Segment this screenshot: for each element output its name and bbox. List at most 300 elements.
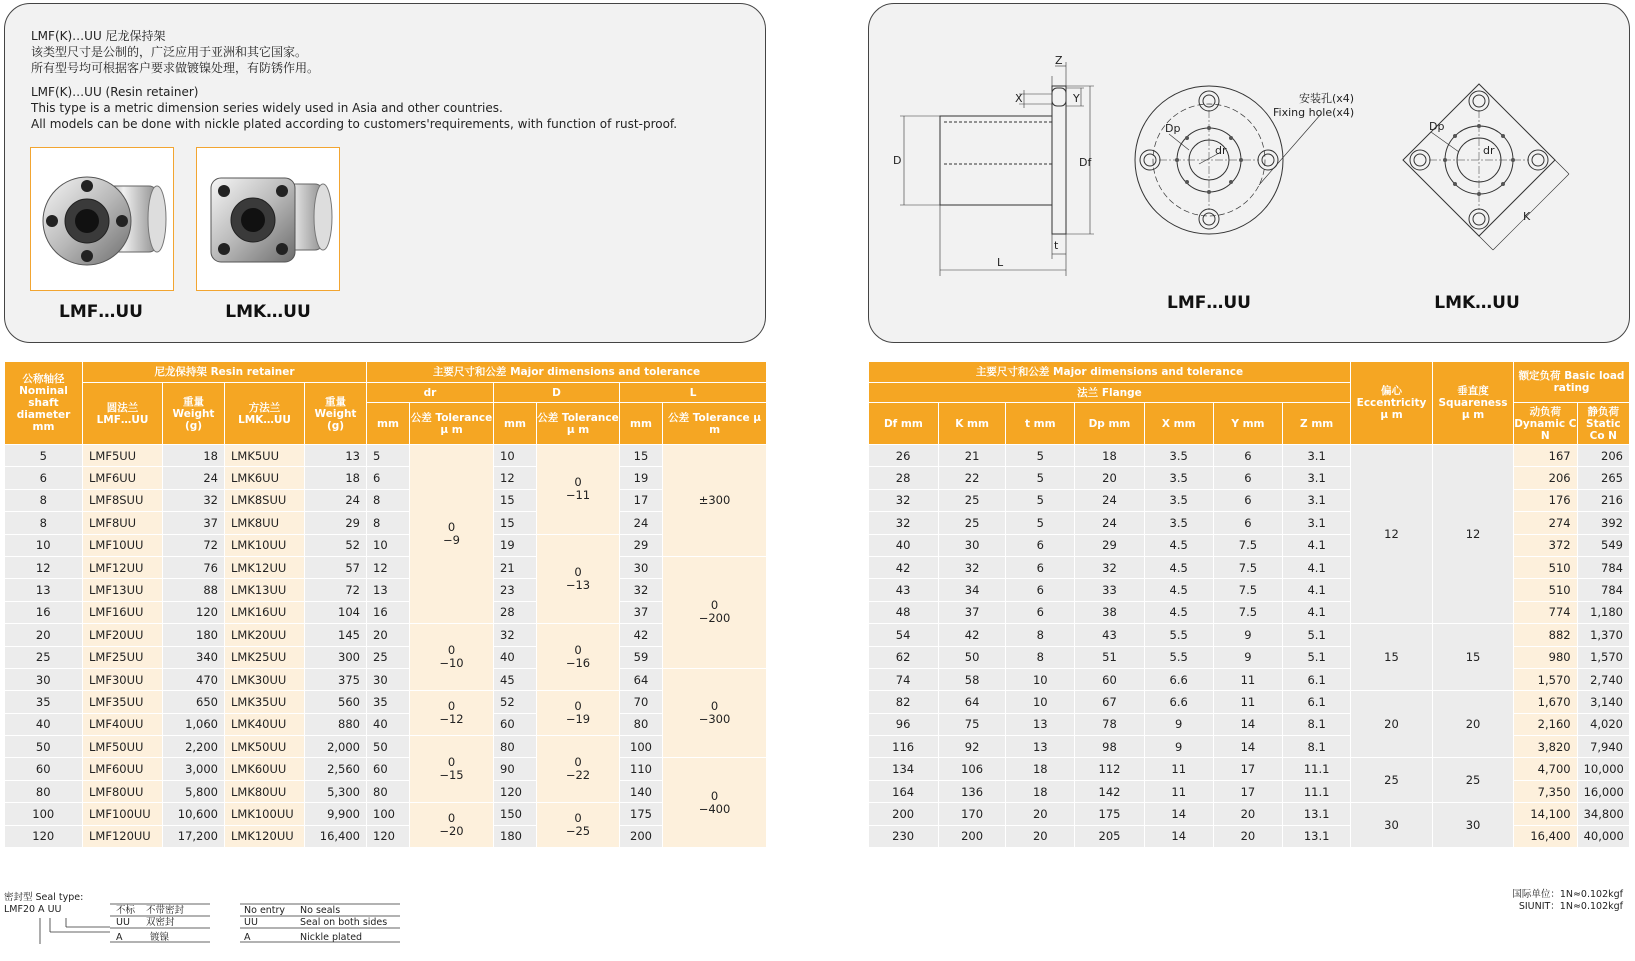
tol_D-cell: [537, 736, 620, 803]
left-cell: 12: [367, 556, 410, 578]
right-cell: 13.1: [1283, 825, 1351, 847]
left-cell: 72: [163, 534, 225, 556]
tol_dr-cell-v1: −20: [439, 824, 464, 839]
static-cell: 1,180: [1577, 601, 1629, 623]
left-cell: 12: [5, 556, 83, 578]
right-cell: 18: [1006, 780, 1075, 802]
tol_dr-cell-v0: 0: [447, 643, 456, 658]
tol_dr-cell: [410, 624, 494, 691]
th-dynamic: 动负荷 Dynamic C N: [1514, 403, 1578, 445]
static-cell: 40,000: [1577, 825, 1629, 847]
left-cell: LMF13UU: [83, 579, 163, 601]
left-cell: LMF35UU: [83, 691, 163, 713]
intro-cn-line1: 该类型尺寸是公制的，广泛应用于亚洲和其它国家。: [31, 45, 308, 59]
left-cell: 24: [305, 489, 367, 511]
th-lmk-cn: 方法兰: [248, 401, 281, 414]
sq-cell: 30: [1433, 803, 1514, 848]
tol_L-cell-v0: 0: [710, 788, 719, 803]
left-cell: LMF10UU: [83, 534, 163, 556]
ecc-cell: 30: [1350, 803, 1432, 848]
right-cell: 3.1: [1283, 489, 1351, 511]
th-D-tol: 公差 Tolerance μ m: [537, 403, 620, 445]
left-cell: 45: [494, 668, 537, 690]
left-table-row: [5, 803, 767, 825]
dynamic-cell: 774: [1514, 601, 1578, 623]
dynamic-cell: 510: [1514, 556, 1578, 578]
ecc-cell: 15: [1350, 624, 1432, 691]
right-cell: 4.5: [1144, 601, 1213, 623]
right-cell: 11.1: [1283, 758, 1351, 780]
right-cell: 7.5: [1213, 579, 1283, 601]
left-table-row: [5, 780, 767, 802]
right-cell: 20: [1213, 825, 1283, 847]
right-table-row: [869, 467, 1630, 489]
right-cell: 8: [1006, 624, 1075, 646]
left-cell: 15: [494, 489, 537, 511]
tol_L-cell-v0: ±300: [698, 492, 731, 507]
left-cell: 140: [620, 780, 663, 802]
intro-text: [31, 28, 677, 132]
drawing-lmf-caption: LMF…UU: [1167, 293, 1251, 313]
tol_D-cell-v1: −11: [565, 488, 591, 503]
left-cell: LMK10UU: [225, 534, 305, 556]
right-table-row: [869, 601, 1630, 623]
seal-r2-en-code: UU: [244, 917, 258, 928]
right-cell: 37: [938, 601, 1006, 623]
left-cell: 17,200: [163, 825, 225, 847]
left-cell: 20: [367, 624, 410, 646]
left-cell: 88: [163, 579, 225, 601]
right-cell: 11: [1213, 668, 1283, 690]
left-cell: 24: [163, 467, 225, 489]
left-cell: 120: [5, 825, 83, 847]
left-cell: 40: [494, 646, 537, 668]
th-t: t mm: [1006, 403, 1075, 445]
left-cell: 19: [494, 534, 537, 556]
left-cell: LMF12UU: [83, 556, 163, 578]
left-cell: LMK5UU: [225, 445, 305, 467]
left-cell: 120: [494, 780, 537, 802]
right-cell: 175: [1075, 803, 1145, 825]
tol_dr-cell-v1: −15: [439, 768, 464, 783]
left-cell: LMK80UU: [225, 780, 305, 802]
left-cell: 35: [367, 691, 410, 713]
right-cell: 4.5: [1144, 556, 1213, 578]
right-cell: 58: [938, 668, 1006, 690]
dynamic-cell: 274: [1514, 512, 1578, 534]
left-table-row: [5, 624, 767, 646]
th-D: D: [494, 383, 620, 403]
dim-d: D: [893, 154, 902, 167]
static-cell: 4,020: [1577, 713, 1629, 735]
right-cell: 17: [1213, 780, 1283, 802]
tol_dr-cell-v0: 0: [447, 699, 456, 714]
dim-k: K: [1523, 210, 1531, 223]
left-cell: 18: [163, 445, 225, 467]
right-cell: 34: [938, 579, 1006, 601]
th-k: K mm: [938, 403, 1006, 445]
seal-lines: [4, 892, 414, 944]
right-table-row: [869, 691, 1630, 713]
left-table-row: [5, 668, 767, 690]
right-table-row: [869, 534, 1630, 556]
right-cell: 62: [869, 646, 939, 668]
right-table-row: [869, 646, 1630, 668]
right-cell: 96: [869, 713, 939, 735]
left-cell: 37: [620, 601, 663, 623]
left-table-row: [5, 646, 767, 668]
right-cell: 14: [1144, 803, 1213, 825]
tol_dr-cell: [410, 445, 494, 624]
right-cell: 10: [1006, 668, 1075, 690]
left-cell: 52: [305, 534, 367, 556]
tol_D-cell-v0: 0: [574, 643, 582, 658]
right-cell: 50: [938, 646, 1006, 668]
left-cell: 64: [620, 668, 663, 690]
left-table-row: [5, 758, 767, 780]
left-cell: 76: [163, 556, 225, 578]
left-cell: LMK40UU: [225, 713, 305, 735]
left-cell: 150: [494, 803, 537, 825]
intro-en-line2: All models can be done with nickle plated according to customers'requirements, with function of rust-proof.: [31, 117, 678, 131]
th-r-major: 主要尺寸和公差 Major dimensions and tolerance: [869, 362, 1351, 383]
right-cell: 13.1: [1283, 803, 1351, 825]
seal-r2-en: Seal on both sides: [300, 917, 388, 928]
left-cell: 13: [305, 445, 367, 467]
right-cell: 82: [869, 691, 939, 713]
tol_L-cell-v1: −200: [698, 611, 731, 626]
left-cell: LMF40UU: [83, 713, 163, 735]
right-table-row: [869, 489, 1630, 511]
seal-code: LMF20 A UU: [4, 904, 62, 915]
left-cell: 80: [367, 780, 410, 802]
intro-en-title: LMF(K)…UU (Resin retainer): [31, 85, 199, 99]
right-cell: 22: [938, 467, 1006, 489]
right-cell: 8.1: [1283, 713, 1351, 735]
left-cell: 18: [305, 467, 367, 489]
right-cell: 38: [1075, 601, 1145, 623]
seal-r3-en: Nickle plated: [300, 932, 363, 943]
left-cell: 650: [163, 691, 225, 713]
dim-y: Y: [1073, 92, 1080, 105]
right-cell: 8.1: [1283, 736, 1351, 758]
tol_D-cell-v0: 0: [574, 811, 582, 826]
dynamic-cell: 1,670: [1514, 691, 1578, 713]
dynamic-cell: 4,700: [1514, 758, 1578, 780]
sq-cell: 25: [1433, 758, 1514, 803]
left-cell: 5: [5, 445, 83, 467]
dim-dr: dr: [1215, 144, 1227, 157]
left-cell: 32: [620, 579, 663, 601]
left-cell: 17: [620, 489, 663, 511]
right-cell: 33: [1075, 579, 1145, 601]
static-cell: 392: [1577, 512, 1629, 534]
left-cell: 70: [620, 691, 663, 713]
right-cell: 25: [938, 489, 1006, 511]
left-cell: 10: [5, 534, 83, 556]
lmf-product-photo: [30, 147, 174, 291]
right-table-row: [869, 624, 1630, 646]
tol_D-cell-v1: −13: [565, 577, 591, 592]
right-table-row: [869, 579, 1630, 601]
tol_dr-cell: [410, 736, 494, 803]
dynamic-cell: 510: [1514, 579, 1578, 601]
right-cell: 3.1: [1283, 445, 1351, 467]
static-cell: 784: [1577, 556, 1629, 578]
right-table-row: [869, 556, 1630, 578]
left-cell: 375: [305, 668, 367, 690]
right-cell: 3.5: [1144, 512, 1213, 534]
right-cell: 20: [1006, 803, 1075, 825]
dynamic-cell: 372: [1514, 534, 1578, 556]
seal-r3-code: A: [116, 932, 123, 943]
right-cell: 64: [938, 691, 1006, 713]
left-cell: LMK13UU: [225, 579, 305, 601]
static-cell: 16,000: [1577, 780, 1629, 802]
left-cell: LMF30UU: [83, 668, 163, 690]
left-cell: LMK8SUU: [225, 489, 305, 511]
right-table-row: [869, 803, 1630, 825]
technical-drawing: [869, 4, 1629, 342]
tol_L-cell-v0: 0: [710, 598, 719, 613]
right-cell: 10: [1006, 691, 1075, 713]
right-cell: 4.1: [1283, 601, 1351, 623]
right-cell: 5: [1006, 489, 1075, 511]
tol_D-cell: [537, 624, 620, 691]
left-table-row: [5, 445, 767, 467]
left-cell: LMF80UU: [83, 780, 163, 802]
right-cell: 51: [1075, 646, 1145, 668]
right-cell: 43: [869, 579, 939, 601]
static-cell: 7,940: [1577, 736, 1629, 758]
left-cell: 30: [367, 668, 410, 690]
seal-r1-en-code: No entry: [244, 905, 286, 916]
th-z: Z mm: [1283, 403, 1351, 445]
left-cell: 24: [620, 512, 663, 534]
left-cell: 880: [305, 713, 367, 735]
th-sq: 垂直度 Squareness μ m: [1433, 362, 1514, 445]
tol_dr-cell-v1: −10: [439, 656, 464, 671]
right-cell: 6.6: [1144, 691, 1213, 713]
left-cell: 2,560: [305, 758, 367, 780]
right-cell: 98: [1075, 736, 1145, 758]
tol_L-cell-v1: −400: [698, 801, 731, 816]
right-cell: 42: [938, 624, 1006, 646]
unit-note: [1512, 889, 1623, 913]
seal-r2-cn: 双密封: [146, 917, 175, 928]
tol_D-cell-v0: 0: [574, 755, 582, 770]
right-cell: 28: [869, 467, 939, 489]
left-cell: 32: [163, 489, 225, 511]
left-table-row: [5, 489, 767, 511]
th-L: L: [620, 383, 767, 403]
dim-dp-lmk: Dp: [1429, 120, 1445, 133]
seal-type-legend: [4, 892, 388, 943]
seal-r1-code: 不标: [116, 905, 136, 916]
dynamic-cell: 3,820: [1514, 736, 1578, 758]
left-cell: 8: [5, 512, 83, 534]
dynamic-cell: 16,400: [1514, 825, 1578, 847]
left-cell: LMF8SUU: [83, 489, 163, 511]
left-cell: 80: [494, 736, 537, 758]
right-cell: 26: [869, 445, 939, 467]
left-cell: 60: [494, 713, 537, 735]
lmk-product-photo: [196, 147, 340, 291]
left-cell: LMF60UU: [83, 758, 163, 780]
right-cell: 4.5: [1144, 579, 1213, 601]
intro-panel: [4, 3, 766, 343]
left-cell: LMK12UU: [225, 556, 305, 578]
right-cell: 6: [1006, 534, 1075, 556]
right-cell: 6: [1213, 489, 1283, 511]
left-cell: 28: [494, 601, 537, 623]
left-cell: 10,600: [163, 803, 225, 825]
static-cell: 549: [1577, 534, 1629, 556]
right-cell: 6: [1006, 601, 1075, 623]
tol_D-cell-v1: −16: [565, 656, 591, 671]
seal-title: 密封型 Seal type:: [4, 892, 84, 903]
right-cell: 4.1: [1283, 579, 1351, 601]
left-cell: 180: [163, 624, 225, 646]
right-cell: 116: [869, 736, 939, 758]
right-table-row: [869, 825, 1630, 847]
tol_D-cell-v0: 0: [574, 564, 582, 579]
left-cell: 60: [367, 758, 410, 780]
right-cell: 11: [1213, 691, 1283, 713]
tol_D-cell-v0: 0: [574, 475, 582, 490]
right-cell: 20: [1006, 825, 1075, 847]
intro-cn-line2: 所有型号均可根据客户要求做镀镍处理，有防锈作用。: [31, 61, 320, 75]
left-table-row: [5, 713, 767, 735]
right-cell: 29: [1075, 534, 1145, 556]
right-cell: 170: [938, 803, 1006, 825]
right-cell: 4.5: [1144, 534, 1213, 556]
left-cell: 52: [494, 691, 537, 713]
right-cell: 6: [1213, 445, 1283, 467]
ecc-cell: 12: [1350, 445, 1432, 624]
right-cell: 3.5: [1144, 467, 1213, 489]
dim-dr-lmk: dr: [1483, 144, 1495, 157]
left-cell: LMF20UU: [83, 624, 163, 646]
left-cell: 13: [367, 579, 410, 601]
left-table-row: [5, 556, 767, 578]
left-cell: 100: [367, 803, 410, 825]
left-cell: 40: [5, 713, 83, 735]
left-cell: LMK20UU: [225, 624, 305, 646]
left-cell: LMK60UU: [225, 758, 305, 780]
left-table-row: [5, 534, 767, 556]
right-cell: 6.1: [1283, 668, 1351, 690]
left-cell: 100: [620, 736, 663, 758]
unit-line2: SIUNIT：1N≈0.102kgf: [1518, 901, 1623, 912]
right-cell: 13: [1006, 736, 1075, 758]
right-cell: 9: [1144, 736, 1213, 758]
th-major: 主要尺寸和公差 Major dimensions and tolerance: [367, 362, 767, 383]
right-cell: 11.1: [1283, 780, 1351, 802]
left-cell: 3,000: [163, 758, 225, 780]
left-cell: 59: [620, 646, 663, 668]
right-cell: 32: [1075, 556, 1145, 578]
left-cell: LMF16UU: [83, 601, 163, 623]
tol_D-cell-v1: −25: [565, 824, 591, 839]
static-cell: 206: [1577, 445, 1629, 467]
left-cell: 16: [367, 601, 410, 623]
left-cell: 9,900: [305, 803, 367, 825]
left-cell: 5,800: [163, 780, 225, 802]
left-cell: 8: [367, 512, 410, 534]
static-cell: 2,740: [1577, 668, 1629, 690]
right-cell: 32: [869, 489, 939, 511]
right-cell: 24: [1075, 489, 1145, 511]
seal-r1-cn: 不带密封: [146, 905, 185, 916]
left-cell: 50: [5, 736, 83, 758]
right-cell: 13: [1006, 713, 1075, 735]
dim-t: t: [1054, 239, 1059, 252]
left-cell: 8: [5, 489, 83, 511]
th-static: 静负荷 Static Co N: [1577, 403, 1629, 445]
th-L-tol: 公差 Tolerance μ m: [663, 403, 767, 445]
static-cell: 265: [1577, 467, 1629, 489]
left-cell: 10: [367, 534, 410, 556]
th-weight-lmk: 重量 Weight (g): [305, 383, 367, 445]
dynamic-cell: 176: [1514, 489, 1578, 511]
static-cell: 3,140: [1577, 691, 1629, 713]
left-cell: LMF6UU: [83, 467, 163, 489]
left-cell: 50: [367, 736, 410, 758]
right-cell: 11: [1144, 758, 1213, 780]
left-cell: LMF120UU: [83, 825, 163, 847]
left-table-row: [5, 579, 767, 601]
right-cell: 75: [938, 713, 1006, 735]
right-cell: 5: [1006, 467, 1075, 489]
left-cell: 5,300: [305, 780, 367, 802]
right-cell: 11: [1144, 780, 1213, 802]
th-dr-tol: 公差 Tolerance μ m: [410, 403, 494, 445]
left-cell: 104: [305, 601, 367, 623]
left-cell: 25: [367, 646, 410, 668]
right-cell: 5.1: [1283, 624, 1351, 646]
left-cell: 10: [494, 445, 537, 467]
right-cell: 40: [869, 534, 939, 556]
right-cell: 6: [1006, 556, 1075, 578]
th-dr: dr: [367, 383, 494, 403]
dynamic-cell: 167: [1514, 445, 1578, 467]
left-cell: LMK6UU: [225, 467, 305, 489]
tol_L-cell: [663, 758, 767, 848]
tol_dr-cell: [410, 803, 494, 848]
th-weight-lmf: 重量 Weight (g): [163, 383, 225, 445]
left-table-row: [5, 512, 767, 534]
tol_L-cell: [663, 668, 767, 758]
tol_L-cell: [663, 445, 767, 557]
th-ecc: 偏心 Eccentricity μ m: [1350, 362, 1432, 445]
tol_dr-cell-v1: −12: [439, 712, 464, 727]
right-cell: 92: [938, 736, 1006, 758]
right-cell: 20: [1075, 467, 1145, 489]
left-cell: 13: [5, 579, 83, 601]
left-cell: 2,200: [163, 736, 225, 758]
lmk-caption: LMK…UU: [225, 302, 311, 322]
right-cell: 42: [869, 556, 939, 578]
right-spec-table: [868, 361, 1630, 848]
left-cell: 6: [367, 467, 410, 489]
seal-r2-code: UU: [116, 917, 130, 928]
tol_dr-cell-v0: 0: [447, 520, 456, 535]
left-cell: 21: [494, 556, 537, 578]
fixing-hole-cn: 安装孔(x4): [1299, 92, 1355, 105]
right-cell: 112: [1075, 758, 1145, 780]
left-table-row: [5, 736, 767, 758]
